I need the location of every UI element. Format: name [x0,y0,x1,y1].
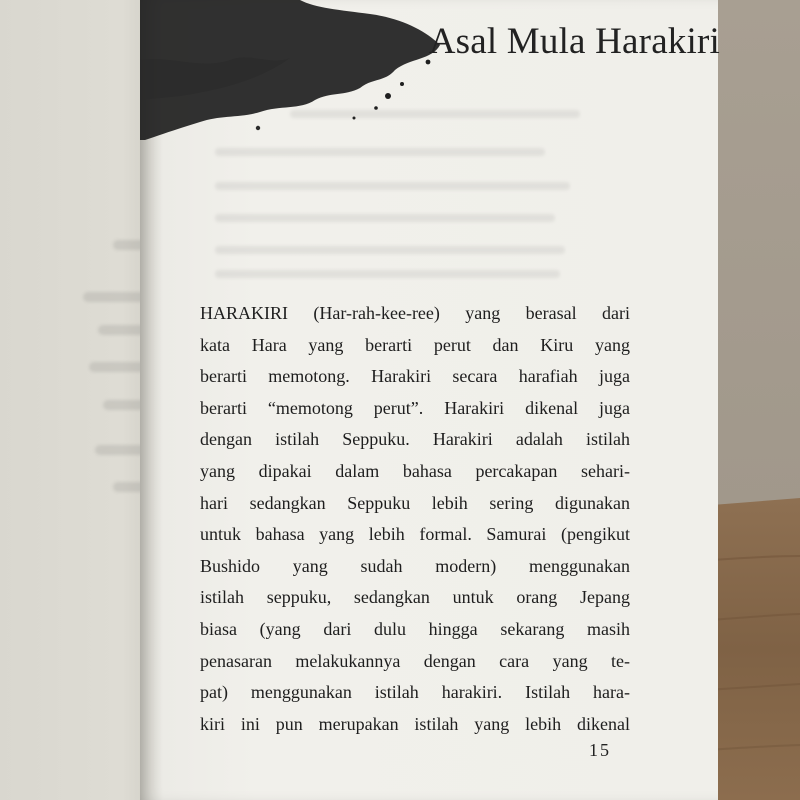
bleed-through-line [290,110,580,118]
body-line: penasaran melakukannya dengan cara yang te- [200,650,630,671]
body-line: pat) menggunakan istilah harakiri. Istilah hara- [200,682,630,703]
body-line: HARAKIRI (Har-rah-kee-ree) yang berasal dari [200,303,630,323]
body-line: untuk bahasa yang lebih formal. Samurai (pengikut [200,524,630,545]
body-paragraph [200,298,630,740]
body-line: biasa (yang dari dulu hingga sekarang masih [200,618,630,639]
body-line: hari sedangkan Seppuku lebih sering digunakan [200,492,630,513]
body-line: kiri ini pun merupakan istilah yang lebih dikenal [200,713,630,734]
body-line: berarti “memotong perut”. Harakiri dikenal juga [200,397,630,418]
body-line: istilah seppuku, sedangkan untuk orang Jepang [200,587,630,608]
book-page [140,0,718,800]
page-number: 15 [589,740,611,760]
bleed-through-line [215,270,560,278]
body-line: berarti memotong. Harakiri secara harafiah juga [200,366,630,387]
body-line: dengan istilah Seppuku. Harakiri adalah istilah [200,429,630,450]
bleed-through-line [215,148,545,156]
body-line: kata Hara yang berarti perut dan Kiru yang [200,334,630,355]
bleed-through-line [215,182,570,190]
bleed-through-line [215,214,555,222]
chapter-title: Asal Mula Harakiri [428,21,720,62]
body-line: yang dipakai dalam bahasa percakapan sehari- [200,460,630,481]
body-line: Bushido yang sudah modern) menggunakan [200,555,630,576]
bleed-through-line [215,246,565,254]
